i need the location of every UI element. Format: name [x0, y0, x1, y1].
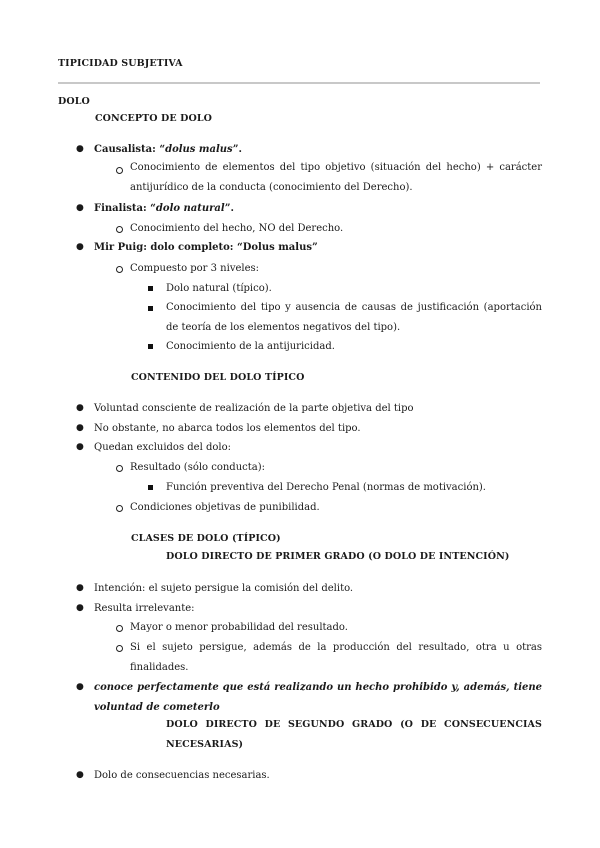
circle-bullet-icon	[116, 465, 123, 472]
excluidos-sub: Función preventiva del Derecho Penal (normas de motivación).	[166, 482, 486, 493]
circle-bullet-icon	[116, 167, 123, 174]
square-bullet-icon	[148, 344, 153, 349]
bullet-icon: ●	[76, 583, 84, 593]
contenido-item: Voluntad consciente de realización de la parte objetiva del tipo	[94, 403, 414, 414]
bullet-icon: ●	[76, 682, 84, 692]
excluidos-item: Resultado (sólo conducta):	[130, 462, 266, 473]
page-title: TIPICIDAD SUBJETIVA	[58, 58, 183, 69]
contenido-item: No obstante, no abarca todos los elementos del tipo.	[94, 423, 361, 434]
finalista-label: Finalista: “	[94, 203, 156, 214]
mirpuig-item: Mir Puig: dolo completo: “Dolus malus”	[94, 242, 318, 253]
irrelevante-sub: Mayor o menor probabilidad del resultado.	[130, 622, 348, 633]
bullet-icon: ●	[76, 403, 84, 413]
bullet-icon: ●	[76, 203, 84, 213]
segundo-grado-heading: DOLO DIRECTO DE SEGUNDO GRADO (O DE CONSECUENCIAS NECESARIAS)	[166, 719, 542, 750]
square-bullet-icon	[148, 306, 153, 311]
square-bullet-icon	[148, 485, 153, 490]
nivel-item: Conocimiento de la antijuricidad.	[166, 341, 335, 352]
circle-bullet-icon	[116, 505, 123, 512]
finalista-sub: Conocimiento del hecho, NO del Derecho.	[130, 223, 344, 234]
excluidos-item: Condiciones objetivas de punibilidad.	[130, 502, 320, 513]
finalista-end: ”.	[224, 203, 234, 214]
divider	[58, 82, 540, 84]
causalista-end: ”.	[232, 144, 242, 155]
bullet-icon: ●	[76, 242, 84, 252]
causalista-label: Causalista: “	[94, 144, 166, 155]
causalista-item	[94, 143, 242, 156]
concepto-heading: CONCEPTO DE DOLO	[95, 113, 212, 124]
conoce-item: conoce perfectamente que está realizando un hecho prohibido y, además, tiene voluntad de cometerlo	[94, 682, 542, 713]
nivel-item: Dolo natural (típico).	[166, 283, 272, 294]
contenido-item: Quedan excluidos del dolo:	[94, 442, 231, 453]
bullet-icon: ●	[76, 442, 84, 452]
clases-heading: CLASES DE DOLO (TÍPICO)	[131, 533, 281, 544]
causalista-sub: Conocimiento de elementos del tipo objetivo (situación del hecho) + carácter antijurídico de la conducta (conocimiento del Derecho).	[130, 162, 542, 193]
section-title: DOLO	[58, 96, 90, 107]
clases-item: Intención: el sujeto persigue la comisión del delito.	[94, 583, 354, 594]
bullet-icon: ●	[76, 770, 84, 780]
circle-bullet-icon	[116, 226, 123, 233]
finalista-item	[94, 202, 234, 215]
clases-item: Resulta irrelevante:	[94, 603, 195, 614]
circle-bullet-icon	[116, 266, 123, 273]
primer-grado-heading: DOLO DIRECTO DE PRIMER GRADO (O DOLO DE INTENCIÓN)	[166, 551, 510, 562]
irrelevante-sub: Si el sujeto persigue, además de la producción del resultado, otra u otras finalidades.	[130, 642, 542, 673]
nivel-item: Conocimiento del tipo y ausencia de causas de justificación (aportación de teoría de los elementos negativos del tipo).	[166, 302, 542, 333]
finalista-term: dolo natural	[155, 203, 225, 214]
square-bullet-icon	[148, 286, 153, 291]
clases-item: Dolo de consecuencias necesarias.	[94, 770, 270, 781]
bullet-icon: ●	[76, 423, 84, 433]
circle-bullet-icon	[116, 625, 123, 632]
mirpuig-sub: Compuesto por 3 niveles:	[130, 263, 260, 274]
causalista-term: dolus malus	[165, 144, 233, 155]
bullet-icon: ●	[76, 603, 84, 613]
bullet-icon: ●	[76, 144, 84, 154]
contenido-heading: CONTENIDO DEL DOLO TÍPICO	[131, 372, 305, 383]
circle-bullet-icon	[116, 645, 123, 652]
